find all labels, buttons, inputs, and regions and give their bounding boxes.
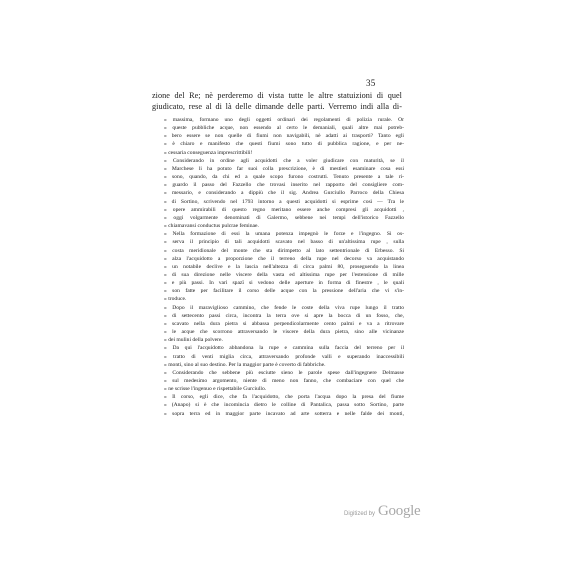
text-line: » le acque che scorrono attraversando le viscere della dura pietra, sino alle vicinanze (164, 329, 404, 336)
text-line: » serva il principio di tali acquidotti scavato nel basso di un'altissima rupe , sulla (164, 239, 404, 246)
text-line: » sul medesimo argomento, niente di meno non fanno, che combaciare con quel che (164, 378, 404, 384)
text-line: » oggi volgarmente denominati di Galermo, sebbene nei tempi dell'istorico Fazzello (164, 214, 404, 221)
intro-line: giudicato, rese al di là delle dimande delle parti. Verremo indi alla di- (152, 102, 402, 111)
text-line: » di sua direzione nelle viscere della vasta ed altissima rupe per l'estensione di mille (164, 271, 404, 278)
quoted-text-block (164, 116, 404, 418)
text-line: » e più passi. In varì spazî si vedono delle aperture in forma di finestre , le quali (164, 280, 404, 287)
text-line: » sono, quando, da chi ed a quale scopo furono costrutti. Tenuto presente a tale ri- (164, 174, 404, 181)
text-line: » chiamavansi conductus pulcrae feminae. (164, 223, 259, 230)
intro-line: zione del Re; nè perderemo di vista tutte le altre statuizioni di quel (152, 91, 402, 100)
text-line: » cessaria conseguenza imprescrittibili! (164, 149, 253, 156)
text-line: » Il corso, egli dice, che fa l'acquidotto, che porta l'acqua dopo la presa del fiume (164, 394, 404, 401)
text-line: » sopra terra ed in maggior parte incavato ad arte sotterra e nelle falde dei monti, (164, 410, 404, 417)
text-line: » è chiaro e manifesto che questi fiumi sono tutto di pubblica ragione, e per ne- (164, 141, 404, 148)
text-line: » di Sortino, scrivendo nel 1793 intorno a questi acquidotti si esprime così — Tra le (164, 198, 404, 205)
text-line: » bero essere se non quelle di fiumi non navigabili, nè adatti ai trasporti? Tanto egli (164, 133, 404, 140)
text-line: » tratto di venti miglia circa, attraversando profonde valli e superando inaccessibili (164, 353, 404, 360)
text-line: » opere ammirabili di questo regno meritano essere anche compresi gli acquidotti , (164, 206, 404, 213)
text-line: » guardo il passo del Fazzello che trovasi inserito nel rapporto del consigliere com- (164, 182, 404, 189)
text-line: » costa meridionale del monte che sta dirimpetto al lato settentrionale di Erbesso. Si (164, 247, 404, 254)
text-line: » Considerando in ordine agli acquidotti che a voler giudicare con maturità, se il (164, 157, 404, 164)
google-watermark (344, 503, 420, 520)
text-line: » massima, formano uno degli oggetti ordinarì dei regolamenti di polizia rurale. Or (164, 117, 404, 123)
text-line: » Marchese li ha potuto far suoi colla prescrizione, è di mestieri esaminare cosa essi (164, 165, 404, 172)
text-line: » messario, e considerando a dippiù che il sig. Andrea Gurciullo Parroco della Chiesa (164, 190, 404, 197)
text-line: » queste pubbliche acque, non essendo al certo le demaniali, quali altre mai potreb- (164, 125, 404, 132)
intro-paragraph (152, 90, 402, 112)
text-line: » Da qui l'acquidotto abbandona la rupe e cammina sulla faccia del terreno per il (164, 345, 404, 352)
text-line: » scavato nella dura pietra si abbassa perpendicolarmente cento palmi e va a ritrovare (164, 320, 404, 327)
text-line: » Considerando che sebbene più esciutte sieno le parole spese dall'ingegnere Delmasse (164, 369, 404, 376)
text-line: » dei mulini della polvere. (164, 337, 223, 344)
text-line: » ne scrisse l'ingenuo e rispettabile Gurciullo. (164, 386, 267, 393)
text-line: » Nella formazione di essi la umana potenza impegnò le forze e l'ingegno. Si os- (164, 231, 404, 238)
google-logo: Google (378, 503, 421, 519)
page-number: 35 (366, 78, 376, 88)
text-line: » Dopo il maraviglioso cammino, che fende le coste della viva rupe lungo il tratto (164, 304, 404, 311)
text-line: » un notabile declive e la lascia nell'altezza di circa palmi 80, proseguendo la linea (164, 263, 404, 270)
text-line: » monti, sino al suo destino. Per la maggior parte è coverto di fabbriche. (164, 361, 326, 368)
watermark-prefix: Digitized by (344, 511, 376, 517)
text-line: » di settecento passi circa, incontra la terra ove si apre la bocca di un fosso, che, (164, 312, 404, 319)
text-line: » (Anapo) si è che incomincia dietro le colline di Pantalica, passa sotto Sortino, parte (164, 402, 404, 409)
text-line: » son fatte per facilitare il corso delle acque con la pressione dell'aria che vi s'in- (164, 288, 404, 295)
text-line: » alza l'acquidotto a proporzione che il terreno della rupe nel decorso va acquistando (164, 255, 404, 262)
text-line: » troduce. (164, 296, 187, 303)
